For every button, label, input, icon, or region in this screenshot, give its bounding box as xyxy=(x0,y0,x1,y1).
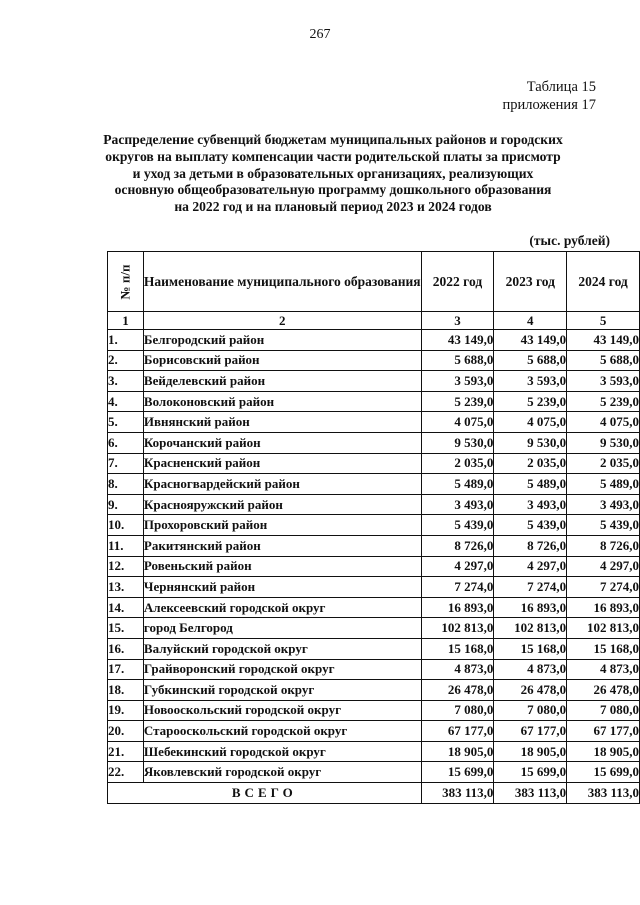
value-2022: 18 905,0 xyxy=(421,741,494,762)
value-2023: 2 035,0 xyxy=(494,453,567,474)
total-label: ВСЕГО xyxy=(108,783,422,804)
value-2022: 5 688,0 xyxy=(421,350,494,371)
row-number: 22. xyxy=(108,762,144,783)
value-2024: 7 080,0 xyxy=(567,700,640,721)
value-2023: 9 530,0 xyxy=(494,432,567,453)
total-2022: 383 113,0 xyxy=(421,783,494,804)
value-2022: 7 080,0 xyxy=(421,700,494,721)
units-label: (тыс. рублей) xyxy=(529,233,610,248)
row-number: 14. xyxy=(108,597,144,618)
header-municipality: Наименование муниципального образования xyxy=(143,252,421,312)
total-row xyxy=(108,783,640,804)
value-2024: 8 726,0 xyxy=(567,535,640,556)
table-row xyxy=(108,597,640,618)
municipality-name: Чернянский район xyxy=(143,577,421,598)
municipality-name: Волоконовский район xyxy=(143,391,421,412)
table-row xyxy=(108,330,640,351)
table-label-line-2: приложения 17 xyxy=(502,97,596,113)
value-2023: 18 905,0 xyxy=(494,741,567,762)
value-2024: 5 439,0 xyxy=(567,515,640,536)
value-2022: 8 726,0 xyxy=(421,535,494,556)
table-row xyxy=(108,700,640,721)
subsidy-table xyxy=(107,251,640,804)
municipality-name: Прохоровский район xyxy=(143,515,421,536)
row-number: 6. xyxy=(108,432,144,453)
table-row xyxy=(108,618,640,639)
municipality-name: Красненский район xyxy=(143,453,421,474)
table-row xyxy=(108,391,640,412)
row-number: 16. xyxy=(108,638,144,659)
table-row xyxy=(108,741,640,762)
value-2024: 2 035,0 xyxy=(567,453,640,474)
value-2024: 7 274,0 xyxy=(567,577,640,598)
total-2023: 383 113,0 xyxy=(494,783,567,804)
value-2022: 67 177,0 xyxy=(421,721,494,742)
table-row xyxy=(108,412,640,433)
row-number: 13. xyxy=(108,577,144,598)
value-2023: 7 274,0 xyxy=(494,577,567,598)
value-2024: 18 905,0 xyxy=(567,741,640,762)
page-number: 267 xyxy=(309,27,331,42)
row-number: 8. xyxy=(108,474,144,495)
column-number: 2 xyxy=(143,312,421,330)
row-number: 17. xyxy=(108,659,144,680)
value-2023: 67 177,0 xyxy=(494,721,567,742)
table-row xyxy=(108,556,640,577)
row-number: 2. xyxy=(108,350,144,371)
value-2022: 15 168,0 xyxy=(421,638,494,659)
row-number: 19. xyxy=(108,700,144,721)
value-2024: 16 893,0 xyxy=(567,597,640,618)
value-2023: 5 239,0 xyxy=(494,391,567,412)
value-2022: 5 439,0 xyxy=(421,515,494,536)
header-year-2024: 2024 год xyxy=(567,252,640,312)
row-number: 5. xyxy=(108,412,144,433)
title-line: основную общеобразовательную программу дошкольного образования xyxy=(114,182,552,198)
total-2024: 383 113,0 xyxy=(567,783,640,804)
value-2023: 5 439,0 xyxy=(494,515,567,536)
table-row xyxy=(108,453,640,474)
value-2023: 7 080,0 xyxy=(494,700,567,721)
value-2024: 15 699,0 xyxy=(567,762,640,783)
value-2024: 5 239,0 xyxy=(567,391,640,412)
municipality-name: Борисовский район xyxy=(143,350,421,371)
table-label-line-1: Таблица 15 xyxy=(526,79,596,95)
value-2024: 26 478,0 xyxy=(567,680,640,701)
municipality-name: город Белгород xyxy=(143,618,421,639)
row-number: 11. xyxy=(108,535,144,556)
value-2023: 26 478,0 xyxy=(494,680,567,701)
value-2024: 43 149,0 xyxy=(567,330,640,351)
title-line: и уход за детьми в образовательных организациях, реализующих xyxy=(132,165,534,181)
municipality-name: Ивнянский район xyxy=(143,412,421,433)
municipality-name: Валуйский городской округ xyxy=(143,638,421,659)
value-2024: 15 168,0 xyxy=(567,638,640,659)
table-row xyxy=(108,371,640,392)
value-2022: 5 489,0 xyxy=(421,474,494,495)
value-2024: 67 177,0 xyxy=(567,721,640,742)
value-2023: 15 168,0 xyxy=(494,638,567,659)
table-row xyxy=(108,494,640,515)
table-row xyxy=(108,432,640,453)
value-2023: 16 893,0 xyxy=(494,597,567,618)
municipality-name: Вейделевский район xyxy=(143,371,421,392)
value-2022: 3 493,0 xyxy=(421,494,494,515)
value-2022: 7 274,0 xyxy=(421,577,494,598)
value-2022: 4 075,0 xyxy=(421,412,494,433)
value-2024: 9 530,0 xyxy=(567,432,640,453)
value-2024: 102 813,0 xyxy=(567,618,640,639)
row-number: 10. xyxy=(108,515,144,536)
header-year-2022: 2022 год xyxy=(421,252,494,312)
value-2023: 4 873,0 xyxy=(494,659,567,680)
value-2023: 5 489,0 xyxy=(494,474,567,495)
value-2022: 16 893,0 xyxy=(421,597,494,618)
municipality-name: Ракитянский район xyxy=(143,535,421,556)
column-numbers-row xyxy=(108,312,640,330)
column-number: 4 xyxy=(494,312,567,330)
table-row xyxy=(108,762,640,783)
table-label xyxy=(503,78,596,114)
value-2024: 5 688,0 xyxy=(567,350,640,371)
row-number: 21. xyxy=(108,741,144,762)
header-row-number xyxy=(108,252,144,312)
value-2024: 5 489,0 xyxy=(567,474,640,495)
municipality-name: Корочанский район xyxy=(143,432,421,453)
value-2022: 102 813,0 xyxy=(421,618,494,639)
municipality-name: Ровеньский район xyxy=(143,556,421,577)
value-2022: 43 149,0 xyxy=(421,330,494,351)
table-row xyxy=(108,350,640,371)
municipality-name: Алексеевский городской округ xyxy=(143,597,421,618)
table-row xyxy=(108,535,640,556)
row-number: 4. xyxy=(108,391,144,412)
table-row xyxy=(108,638,640,659)
table-row xyxy=(108,577,640,598)
value-2023: 8 726,0 xyxy=(494,535,567,556)
value-2024: 4 297,0 xyxy=(567,556,640,577)
table-row xyxy=(108,515,640,536)
municipality-name: Яковлевский городской округ xyxy=(143,762,421,783)
title-line: на 2022 год и на плановый период 2023 и 2024 годов xyxy=(174,199,492,215)
municipality-name: Новооскольский городской округ xyxy=(143,700,421,721)
header-row-number-label: № п/п xyxy=(117,264,133,299)
value-2023: 3 593,0 xyxy=(494,371,567,392)
value-2024: 4 873,0 xyxy=(567,659,640,680)
table-row xyxy=(108,659,640,680)
document-title xyxy=(70,132,596,216)
value-2023: 4 297,0 xyxy=(494,556,567,577)
row-number: 3. xyxy=(108,371,144,392)
column-number: 1 xyxy=(108,312,144,330)
value-2022: 5 239,0 xyxy=(421,391,494,412)
municipality-name: Грайворонский городской округ xyxy=(143,659,421,680)
row-number: 18. xyxy=(108,680,144,701)
value-2023: 102 813,0 xyxy=(494,618,567,639)
value-2023: 15 699,0 xyxy=(494,762,567,783)
row-number: 9. xyxy=(108,494,144,515)
column-number: 3 xyxy=(421,312,494,330)
municipality-name: Старооскольский городской округ xyxy=(143,721,421,742)
value-2022: 4 873,0 xyxy=(421,659,494,680)
value-2023: 4 075,0 xyxy=(494,412,567,433)
value-2022: 26 478,0 xyxy=(421,680,494,701)
title-line: округов на выплату компенсации части родительской платы за присмотр xyxy=(105,148,561,164)
row-number: 12. xyxy=(108,556,144,577)
municipality-name: Губкинский городской округ xyxy=(143,680,421,701)
value-2023: 3 493,0 xyxy=(494,494,567,515)
municipality-name: Красногвардейский район xyxy=(143,474,421,495)
value-2022: 4 297,0 xyxy=(421,556,494,577)
municipality-name: Шебекинский городской округ xyxy=(143,741,421,762)
value-2022: 3 593,0 xyxy=(421,371,494,392)
value-2023: 43 149,0 xyxy=(494,330,567,351)
table-header-row xyxy=(108,252,640,312)
row-number: 7. xyxy=(108,453,144,474)
value-2024: 3 493,0 xyxy=(567,494,640,515)
value-2022: 2 035,0 xyxy=(421,453,494,474)
header-year-2023: 2023 год xyxy=(494,252,567,312)
row-number: 20. xyxy=(108,721,144,742)
municipality-name: Белгородский район xyxy=(143,330,421,351)
value-2022: 15 699,0 xyxy=(421,762,494,783)
table-row xyxy=(108,474,640,495)
value-2024: 3 593,0 xyxy=(567,371,640,392)
row-number: 15. xyxy=(108,618,144,639)
municipality-name: Краснояружский район xyxy=(143,494,421,515)
column-number: 5 xyxy=(567,312,640,330)
title-line: Распределение субвенций бюджетам муниципальных районов и городских xyxy=(103,132,563,147)
table-row xyxy=(108,680,640,701)
value-2023: 5 688,0 xyxy=(494,350,567,371)
value-2024: 4 075,0 xyxy=(567,412,640,433)
row-number: 1. xyxy=(108,330,144,351)
table-row xyxy=(108,721,640,742)
value-2022: 9 530,0 xyxy=(421,432,494,453)
